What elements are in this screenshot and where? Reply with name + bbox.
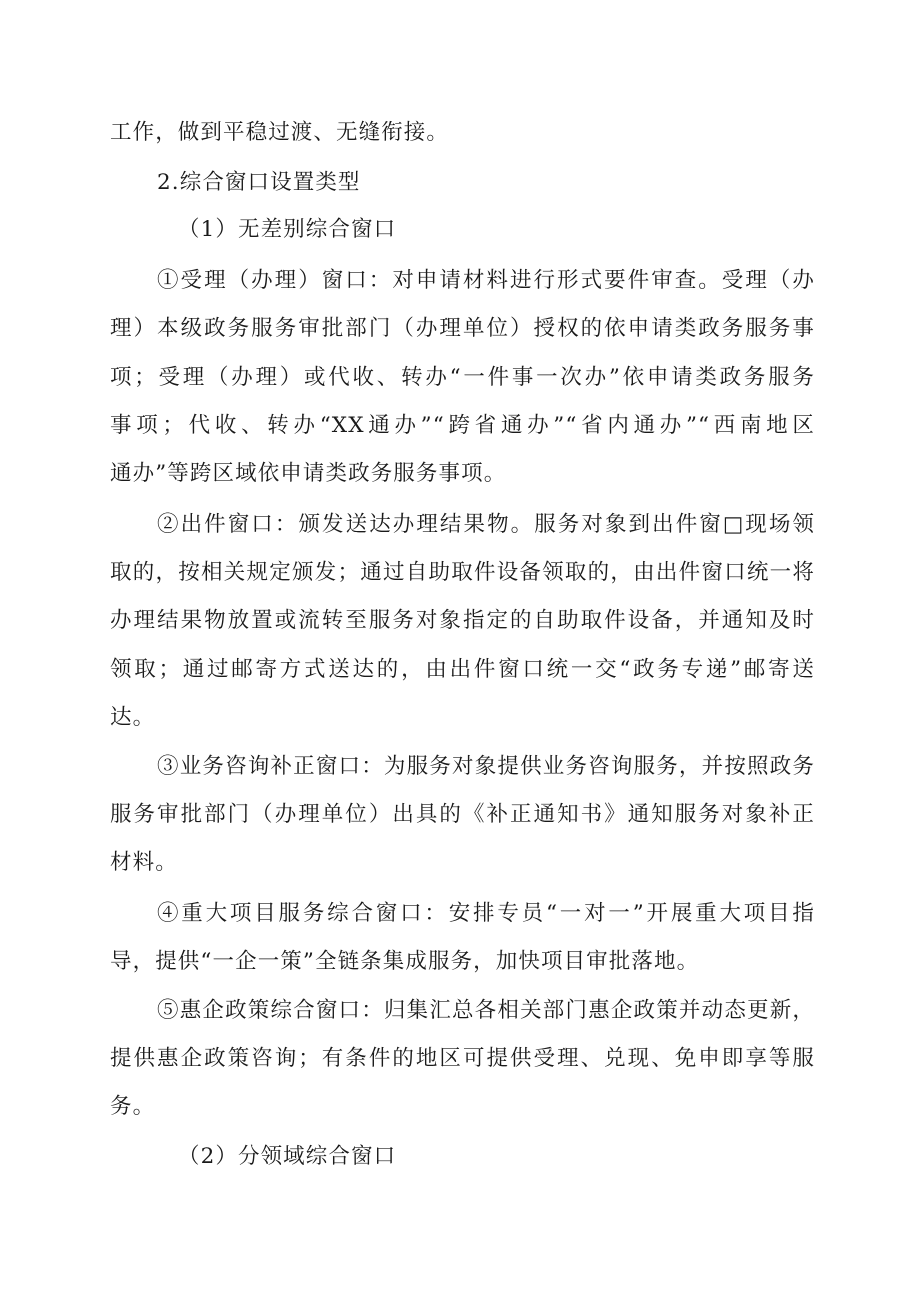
- paragraph-line: 事项；代收、转办“XX通办”“跨省通办”“省内通办”“西南地区: [110, 413, 815, 438]
- paragraph-line: ②出件窗口：颁发送达办理结果物。服务对象到出件窗□现场领: [157, 512, 815, 537]
- paragraph-line: 领取；通过邮寄方式送达的，由出件窗口统一交“政务专递”邮寄送: [110, 657, 815, 682]
- paragraph-line: ①受理（办理）窗口：对申请材料进行形式要件审查。受理（办: [157, 268, 815, 293]
- paragraph-line: 提供惠企政策咨询；有条件的地区可提供受理、兑现、免申即享等服: [110, 1046, 815, 1071]
- paragraph-line: 通办”等跨区域依申请类政务服务事项。: [110, 461, 507, 486]
- section-heading: 2.综合窗口设置类型: [157, 170, 361, 195]
- paragraph-line: 项；受理（办理）或代收、转办“一件事一次办”依申请类政务服务: [110, 365, 815, 390]
- paragraph-line: 导，提供“一企一策”全链条集成服务，加快项目审批落地。: [110, 949, 700, 974]
- paragraph-line: ⑤惠企政策综合窗口：归集汇总各相关部门惠企政策并动态更新，: [157, 998, 815, 1023]
- paragraph-line: 理）本级政务服务审批部门（办理单位）授权的依申请类政务服务事: [110, 316, 815, 341]
- paragraph-line: 材料。: [110, 850, 178, 875]
- paragraph-line: 取的，按相关规定颁发；通过自助取件设备领取的，由出件窗口统一将: [110, 560, 815, 585]
- paragraph-line: 服务审批部门（办理单位）出具的《补正通知书》通知服务对象补正: [110, 802, 815, 827]
- paragraph-line: ④重大项目服务综合窗口：安排专员“一对一”开展重大项目指: [157, 901, 815, 926]
- paragraph-line: 达。: [110, 705, 156, 730]
- paragraph-continuation: 工作，做到平稳过渡、无缝衔接。: [110, 120, 450, 145]
- paragraph-line: 办理结果物放置或流转至服务对象指定的自助取件设备，并通知及时: [110, 608, 815, 633]
- paragraph-line: 务。: [110, 1094, 156, 1119]
- subsection-heading: （1）无差别综合窗口: [178, 217, 397, 242]
- subsection-heading: （2）分领域综合窗口: [178, 1144, 397, 1169]
- paragraph-line: ③业务咨询补正窗口：为服务对象提供业务咨询服务，并按照政务: [157, 754, 815, 779]
